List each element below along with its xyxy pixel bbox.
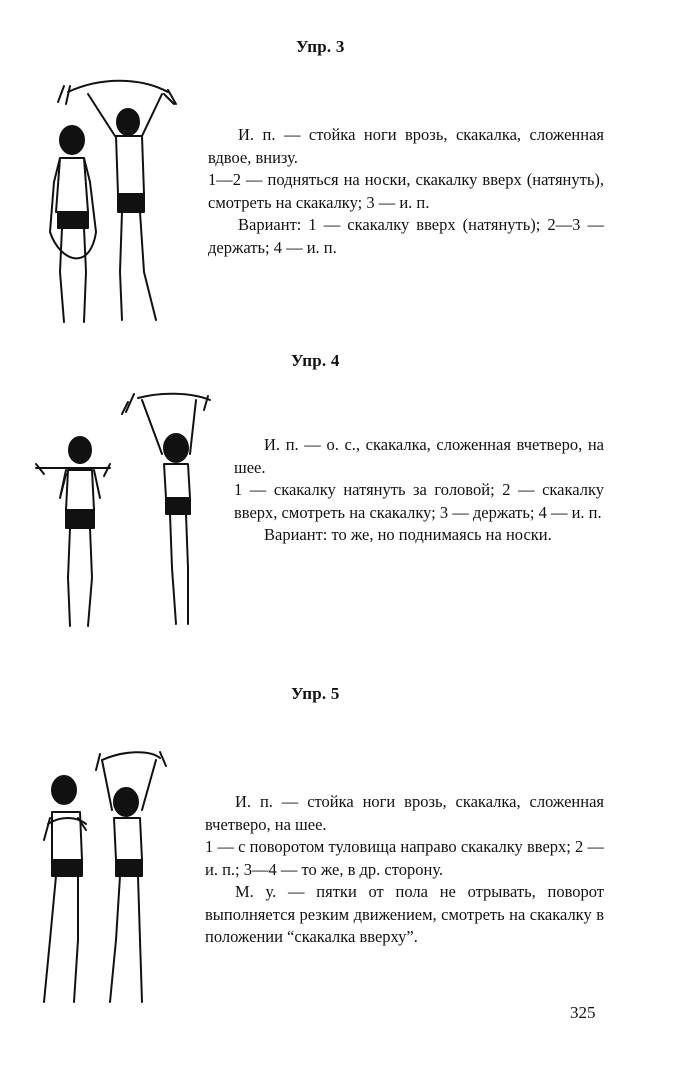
exercise-4-steps: 1 — скакалку натянуть за головой; 2 — скакалку вверх, смотреть на скакалку; 3 — держать; 4 — и. п. <box>234 480 604 522</box>
exercise-5-initial-position: И. п. — стойка ноги врозь, скакалка, сложенная вчетверо, на шее. <box>205 792 604 834</box>
exercise-4-variant: Вариант: то же, но поднимаясь на носки. <box>264 525 552 544</box>
exercise-5-text <box>205 791 604 949</box>
exercise-3-variant: Вариант: 1 — скакалку вверх (натянуть); 2—3 — держать; 4 — и. п. <box>208 215 604 257</box>
exercise-3-steps: 1—2 — подняться на носки, скакалку вверх (натянуть), смотреть на скакалку; 3 — и. п. <box>208 170 604 212</box>
page-number: 325 <box>570 1003 596 1022</box>
exercise-3-title: Упр. 3 <box>296 37 345 56</box>
exercise-3-initial-position: И. п. — стойка ноги врозь, скакалка, сложенная вдвое, внизу. <box>208 125 604 167</box>
exercise-3-illustration <box>30 72 200 330</box>
exercise-5-title: Упр. 5 <box>291 684 340 703</box>
exercise-5-illustration <box>30 740 190 1010</box>
exercise-4-text <box>234 434 604 547</box>
exercise-4-illustration <box>30 388 220 638</box>
exercise-5-guidelines: М. у. — пятки от пола не отрывать, поворот выполняется резким движением, смотреть на скакалку в положении “скакалка вверху”. <box>205 882 604 946</box>
exercise-3-text <box>208 124 604 259</box>
exercise-4-title: Упр. 4 <box>291 351 340 370</box>
exercise-4-initial-position: И. п. — о. с., скакалка, сложенная вчетверо, на шее. <box>234 435 604 477</box>
exercise-5-steps: 1 — с поворотом туловища направо скакалку вверх; 2 — и. п.; 3—4 — то же, в др. сторону. <box>205 837 604 879</box>
